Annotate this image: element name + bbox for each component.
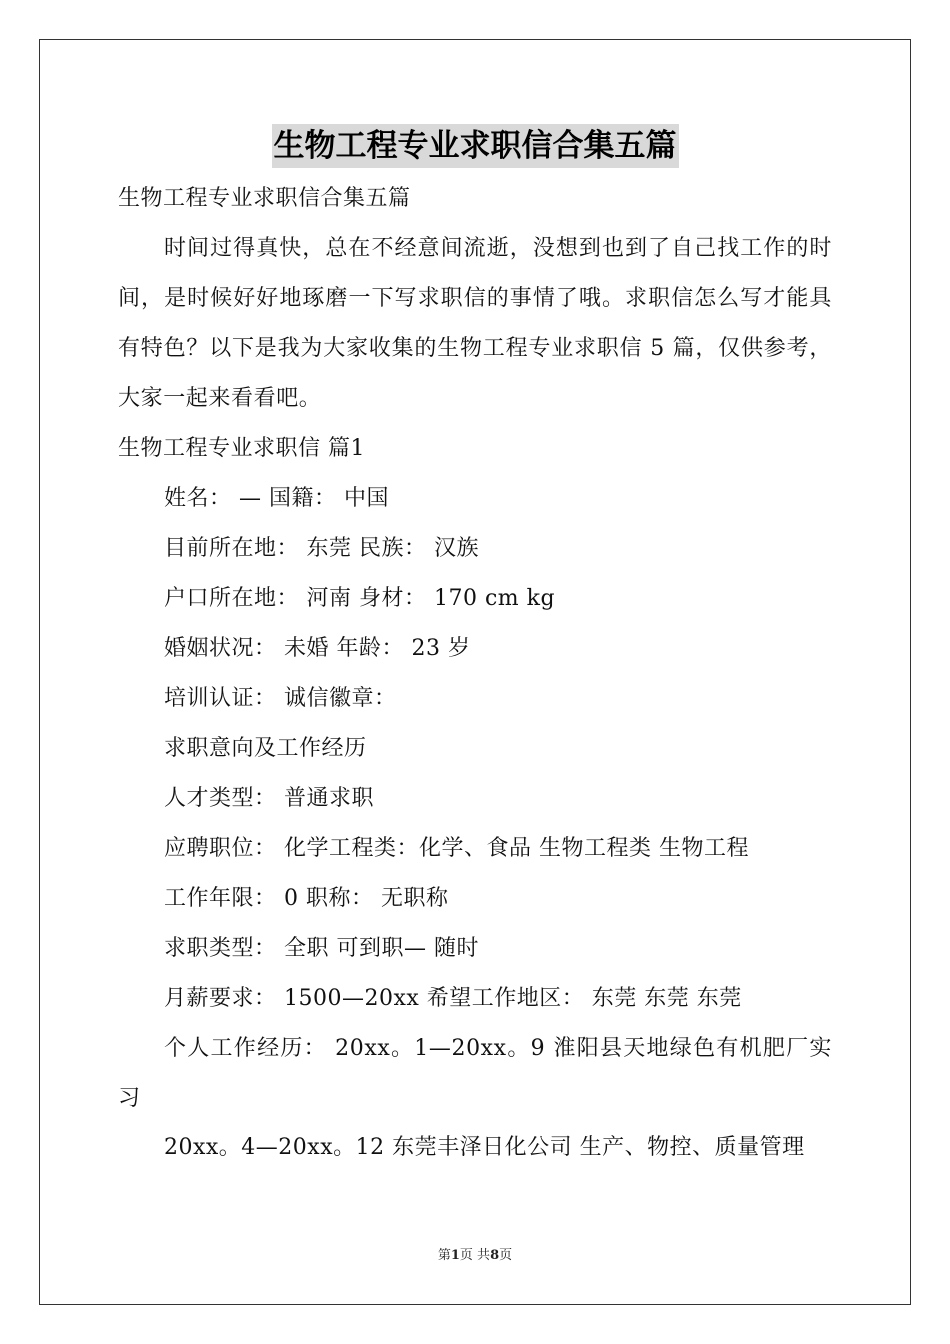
field-years-title: 工作年限： 0 职称： 无职称 — [164, 886, 449, 911]
work-experience-line: 20xx。4—20xx。12 东莞丰泽日化公司 生产、物控、质量管理 — [164, 1135, 805, 1160]
field-job-type: 求职类型： 全职 可到职— 随时 — [164, 936, 479, 961]
field-household-height: 户口所在地： 河南 身材： 170 cm kg — [164, 586, 556, 611]
field-name-nationality: 姓名： — 国籍： 中国 — [164, 486, 389, 511]
subtitle: 生物工程专业求职信合集五篇 — [118, 186, 411, 211]
field-position: 应聘职位： 化学工程类：化学、食品 生物工程类 生物工程 — [164, 836, 749, 861]
footer-suffix: 页 — [499, 1248, 513, 1263]
intro-paragraph: 时间过得真快，总在不经意间流逝，没想到也到了自己找工作的时间，是时候好好地琢磨一下写求职信的事情了哦。求职信怎么写才能具有特色？以下是我为大家收集的生物工程专业求职信 5 篇，仅供参考，大家一起来看看吧。 — [118, 236, 832, 411]
field-marital-age: 婚姻状况： 未婚 年龄： 23 岁 — [164, 636, 471, 661]
field-certification: 培训认证： 诚信徽章： — [164, 686, 397, 711]
field-intent-heading: 求职意向及工作经历 — [164, 736, 367, 761]
title-wrap — [0, 124, 950, 168]
footer-page-number: 1 — [450, 1248, 460, 1263]
field-location-ethnicity: 目前所在地： 东莞 民族： 汉族 — [164, 536, 479, 561]
work-experience-paragraph: 个人工作经历： 20xx。1—20xx。9 淮阳县天地绿色有机肥厂实习 — [118, 1036, 832, 1111]
field-salary-region: 月薪要求： 1500—20xx 希望工作地区： 东莞 东莞 东莞 — [164, 986, 742, 1011]
document-title: 生物工程专业求职信合集五篇 — [272, 124, 679, 168]
field-talent-type: 人才类型： 普通求职 — [164, 786, 374, 811]
section-heading: 生物工程专业求职信 篇1 — [118, 436, 365, 461]
footer-mid: 页 共 — [459, 1248, 491, 1263]
page-footer — [0, 1247, 950, 1265]
footer-total-pages: 8 — [490, 1248, 500, 1263]
footer-prefix: 第 — [437, 1248, 451, 1263]
